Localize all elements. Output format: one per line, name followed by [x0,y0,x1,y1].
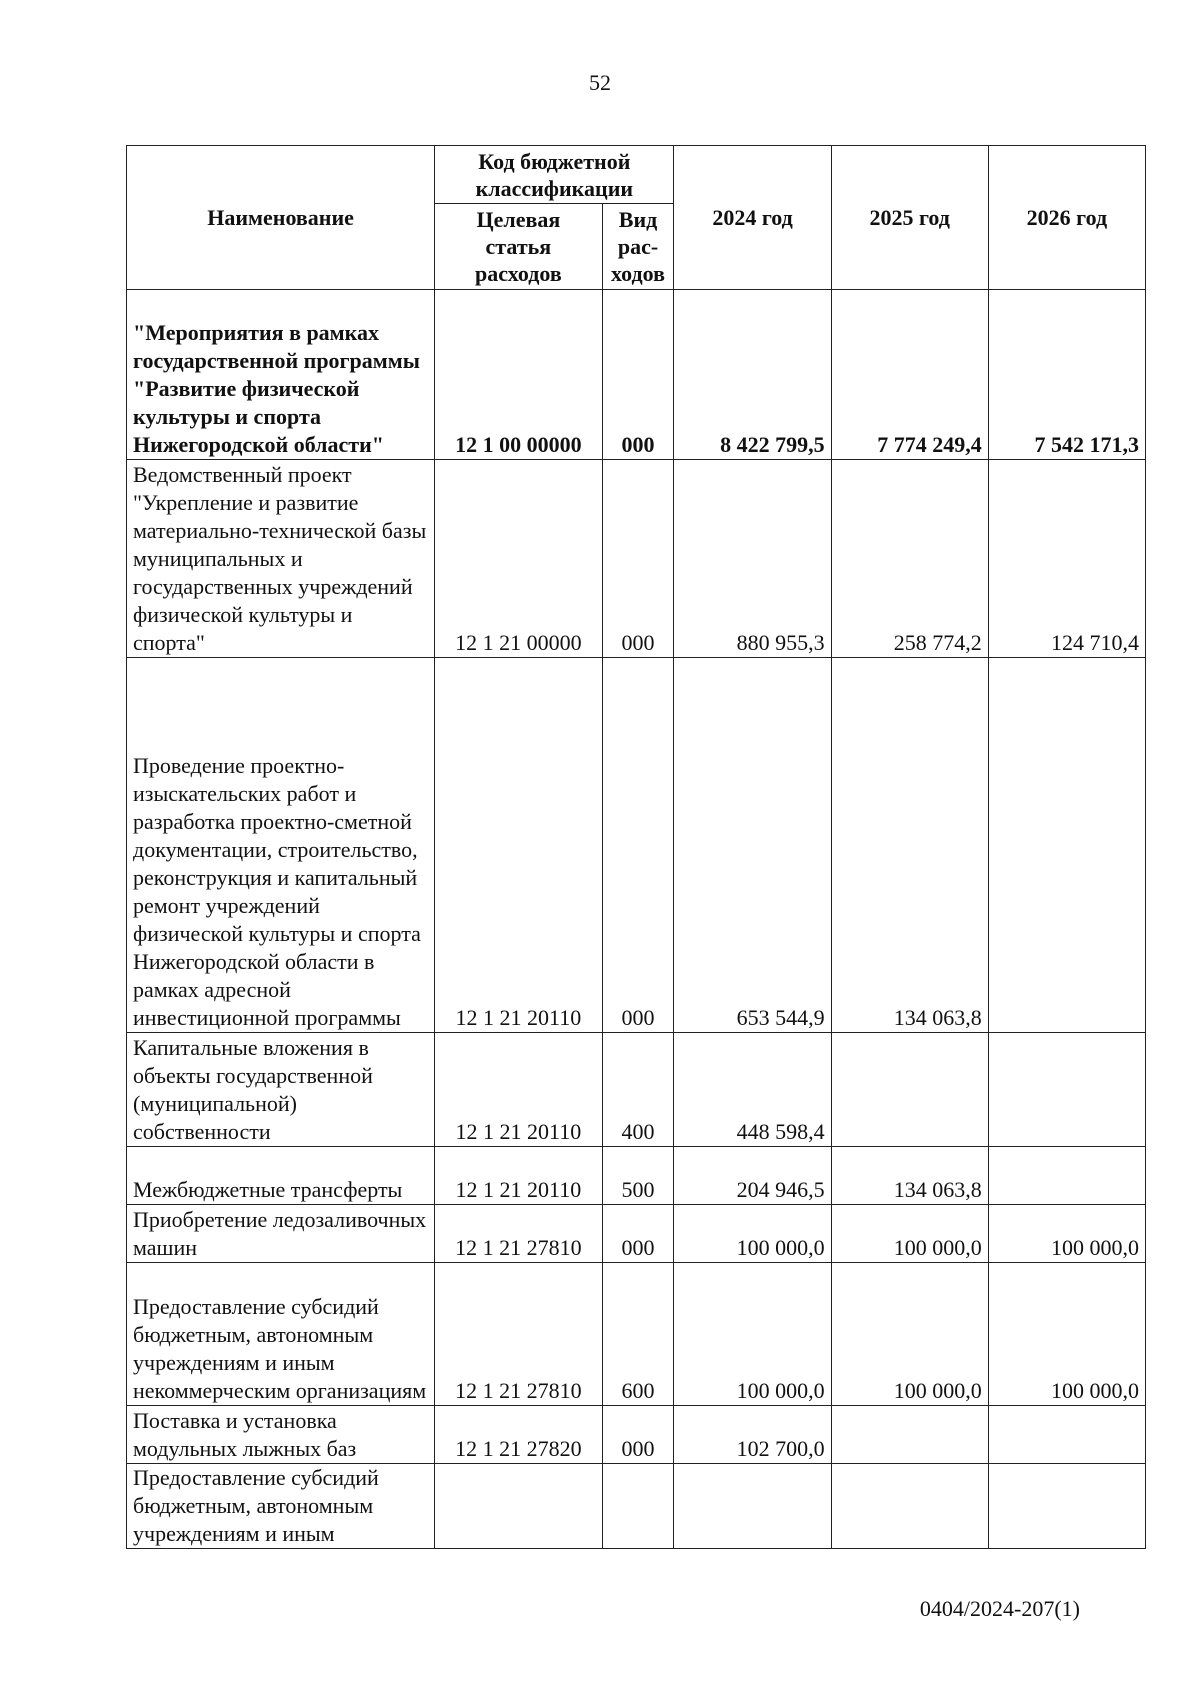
row-target-article: 12 1 21 20110 [435,658,602,1033]
row-name: Межбюджетные трансферты [127,1147,435,1205]
row-value-2025: 134 063,8 [831,1147,988,1205]
row-expense-kind: 000 [602,1406,674,1464]
table-row [127,1263,1146,1406]
row-value-2024: 880 955,3 [674,460,831,658]
row-value-2024: 653 544,9 [674,658,831,1033]
row-value-2025: 134 063,8 [831,658,988,1033]
row-target-article: 12 1 21 20110 [435,1147,602,1205]
table-row [127,658,1146,1033]
document-code: 0404/2024-207(1) [919,1596,1080,1621]
header-name: Наименование [127,146,435,290]
row-value-2025 [831,1464,988,1549]
row-target-article: 12 1 21 20110 [435,1033,602,1147]
table-row [127,460,1146,658]
budget-table [126,145,1146,1549]
row-value-2026 [988,1406,1145,1464]
row-expense-kind: 000 [602,1205,674,1263]
header-2024: 2024 год [674,146,831,290]
row-target-article: 12 1 21 27810 [435,1263,602,1406]
row-expense-kind: 500 [602,1147,674,1205]
table-row [127,290,1146,460]
row-value-2025: 7 774 249,4 [831,290,988,460]
row-value-2024: 8 422 799,5 [674,290,831,460]
row-expense-kind: 600 [602,1263,674,1406]
table-row [127,1406,1146,1464]
table-row [127,1033,1146,1147]
row-expense-kind [602,1464,674,1549]
row-value-2025 [831,1033,988,1147]
row-name: Капитальные вложения в объекты государственной (муниципальной) собственности [127,1033,435,1147]
row-value-2026 [988,658,1145,1033]
row-value-2026 [988,1147,1145,1205]
row-value-2025 [831,1406,988,1464]
row-expense-kind: 000 [602,658,674,1033]
header-target-article: Целевая статья расходов [435,204,602,290]
row-target-article [435,1464,602,1549]
table-row [127,1205,1146,1263]
row-name: Предоставление субсидий бюджетным, автономным учреждениям и иным некоммерческим организациям [127,1263,435,1406]
row-target-article: 12 1 21 27810 [435,1205,602,1263]
row-value-2024 [674,1464,831,1549]
header-code-group: Код бюджетной классификации [435,146,674,204]
table-row [127,1147,1146,1205]
row-value-2026 [988,1033,1145,1147]
row-expense-kind: 400 [602,1033,674,1147]
row-value-2026: 7 542 171,3 [988,290,1145,460]
row-name: Проведение проектно-изыскательских работ и разработка проектно-сметной документации, строительство, реконструкция и капитальный ремонт учреждений физической культуры и спорта Нижегородской области в рамках адресной инвестиционной программы [127,658,435,1033]
row-name: Ведомственный проект "Укрепление и развитие материально-технической базы муниципальных и государственных учреждений физической культуры и спорта" [127,460,435,658]
row-name: Предоставление субсидий бюджетным, автономным учреждениям и иным [127,1464,435,1549]
row-name: Поставка и установка модульных лыжных баз [127,1406,435,1464]
header-2026: 2026 год [988,146,1145,290]
row-value-2025: 258 774,2 [831,460,988,658]
row-target-article: 12 1 00 00000 [435,290,602,460]
row-value-2025: 100 000,0 [831,1263,988,1406]
header-expense-kind: Вид рас-ходов [602,204,674,290]
table-row [127,1464,1146,1549]
row-value-2026: 124 710,4 [988,460,1145,658]
row-value-2026: 100 000,0 [988,1205,1145,1263]
row-name: Приобретение ледозаливочных машин [127,1205,435,1263]
row-value-2024: 100 000,0 [674,1263,831,1406]
row-value-2025: 100 000,0 [831,1205,988,1263]
row-value-2024: 102 700,0 [674,1406,831,1464]
row-target-article: 12 1 21 00000 [435,460,602,658]
row-value-2026 [988,1464,1145,1549]
row-expense-kind: 000 [602,460,674,658]
row-target-article: 12 1 21 27820 [435,1406,602,1464]
row-value-2024: 204 946,5 [674,1147,831,1205]
row-name: "Мероприятия в рамках государственной программы "Развитие физической культуры и спорта Нижегородской области" [127,290,435,460]
header-2025: 2025 год [831,146,988,290]
row-value-2026: 100 000,0 [988,1263,1145,1406]
row-value-2024: 100 000,0 [674,1205,831,1263]
row-value-2024: 448 598,4 [674,1033,831,1147]
page-number: 52 [589,70,611,95]
row-expense-kind: 000 [602,290,674,460]
